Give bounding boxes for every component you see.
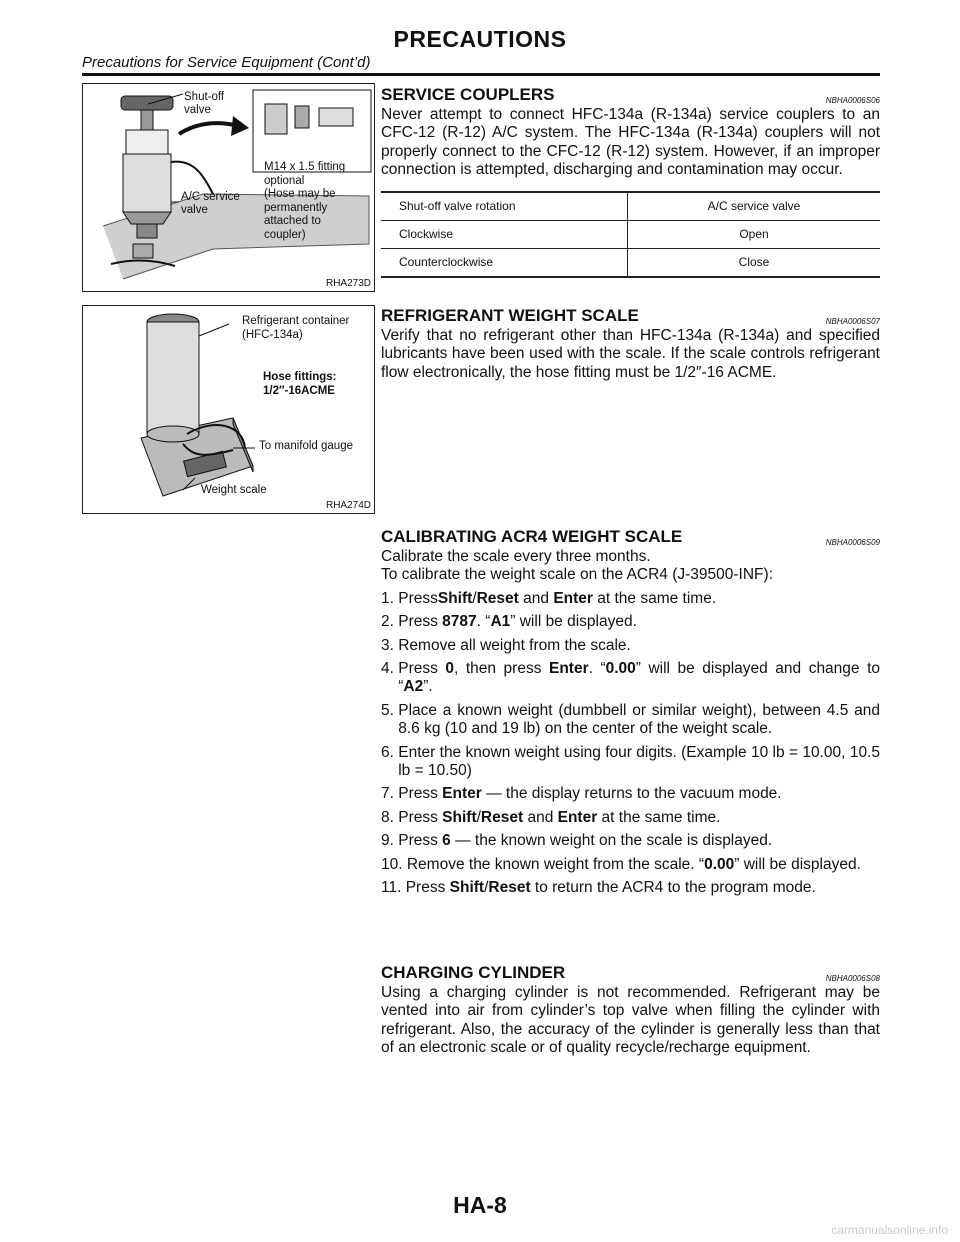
label-service-line1: A/C service bbox=[181, 191, 240, 203]
section-code: NBHA0006S09 bbox=[825, 538, 880, 547]
step-text: PressShift/Reset and Enter at the same time. bbox=[398, 589, 717, 607]
calibration-step bbox=[381, 856, 880, 874]
section-text: Verify that no refrigerant other than HFC-134a (R-134a) and specified lubricants have been used with the scale. If the scale controls refrigerant flow electronically, the hose fitting must be 1/2″-16 ACME. bbox=[381, 327, 880, 381]
intro-line: Calibrate the scale every three months. bbox=[381, 548, 651, 565]
heading-text: CALIBRATING ACR4 WEIGHT SCALE bbox=[381, 527, 683, 546]
page-title: PRECAUTIONS bbox=[393, 26, 567, 52]
section-code: NBHA0006S07 bbox=[825, 317, 880, 326]
step-number: 4. bbox=[381, 660, 399, 678]
step-text: Place a known weight (dumbbell or similar weight), between 4.5 and 8.6 kg (10 and 19 lb) on the center of the weight scale. bbox=[398, 701, 880, 738]
calibration-steps bbox=[381, 590, 880, 898]
label-fitting-line5: attached to bbox=[264, 215, 321, 227]
figure-service-coupler bbox=[82, 83, 375, 292]
calibration-step bbox=[381, 660, 880, 697]
label-fitting-line3: (Hose may be bbox=[264, 188, 336, 200]
table-cell: Counterclockwise bbox=[381, 248, 628, 277]
label-hose-line2: 1/2″-16ACME bbox=[263, 385, 335, 397]
section-weight-scale bbox=[381, 306, 880, 382]
calibration-step bbox=[381, 637, 880, 655]
label-container-line1: Refrigerant container bbox=[242, 315, 350, 327]
step-text: Press 8787. “A1” will be displayed. bbox=[398, 613, 637, 631]
section-heading bbox=[381, 85, 880, 105]
section-code: NBHA0006S06 bbox=[825, 96, 880, 105]
section-heading bbox=[381, 306, 880, 326]
step-text: Press Enter — the display returns to the vacuum mode. bbox=[398, 785, 782, 803]
label-shutoff-line1: Shut-off bbox=[184, 91, 225, 103]
heading-text: REFRIGERANT WEIGHT SCALE bbox=[381, 306, 639, 325]
label-shutoff-line2: valve bbox=[184, 104, 211, 116]
section-heading bbox=[381, 963, 880, 983]
section-service-couplers bbox=[381, 85, 880, 278]
page-number: HA-8 bbox=[453, 1192, 507, 1218]
calibration-step bbox=[381, 879, 880, 897]
table-row bbox=[381, 220, 880, 248]
table-cell: Close bbox=[628, 248, 881, 277]
step-number: 6. bbox=[381, 743, 399, 761]
step-number: 11. bbox=[381, 879, 406, 897]
calibration-step bbox=[381, 809, 880, 827]
step-text: Press 6 — the known weight on the scale is displayed. bbox=[398, 832, 773, 850]
label-fitting-line6: coupler) bbox=[264, 228, 306, 241]
step-number: 3. bbox=[381, 636, 399, 654]
step-number: 10. bbox=[381, 855, 407, 873]
step-number: 8. bbox=[381, 808, 399, 826]
intro-line: To calibrate the weight scale on the ACR4 (J-39500-INF): bbox=[381, 566, 773, 584]
heading-text: SERVICE COUPLERS bbox=[381, 85, 555, 104]
label-fitting-line4: permanently bbox=[264, 201, 328, 214]
step-number: 9. bbox=[381, 832, 399, 850]
table-row bbox=[381, 248, 880, 277]
figure-code: RHA274D bbox=[325, 500, 371, 511]
calibration-step bbox=[381, 744, 880, 781]
figure-weight-scale bbox=[82, 305, 375, 514]
section-text: Never attempt to connect HFC-134a (R-134a) service couplers to an CFC-12 (R-12) A/C system. The HFC-134a (R-134a) couplers will not properly connect to the CFC-12 (R-12) system. However, if an improper connection is attempted, discharging and contamination may occur. bbox=[381, 106, 880, 179]
table-header-cell: A/C service valve bbox=[628, 192, 881, 221]
figure-code: RHA273D bbox=[325, 278, 371, 289]
label-fitting-line2: optional bbox=[264, 174, 305, 187]
section-charging-cylinder bbox=[381, 963, 880, 1058]
step-text: Remove the known weight from the scale. “0.00” will be displayed. bbox=[406, 855, 861, 873]
calibration-step bbox=[381, 785, 880, 803]
step-text: Press Shift/Reset to return the ACR4 to the program mode. bbox=[405, 879, 816, 897]
step-number: 7. bbox=[381, 785, 399, 803]
page-subtitle: Precautions for Service Equipment (Cont’d) bbox=[82, 54, 371, 71]
label-service-line2: valve bbox=[181, 204, 208, 216]
section-text: Using a charging cylinder is not recommended. Refrigerant may be vented into air from cylinder’s top valve when filling the cylinder with refrigerant. Also, the accuracy of the cylinder is generally less than that of an electronic scale or of quality recycle/recharge equipment. bbox=[381, 984, 880, 1057]
section-code: NBHA0006S08 bbox=[825, 974, 880, 983]
header-rule bbox=[82, 73, 880, 76]
calibration-step bbox=[381, 613, 880, 631]
step-text: Remove all weight from the scale. bbox=[398, 636, 631, 654]
step-number: 2. bbox=[381, 613, 399, 631]
label-hose-line1: Hose fittings: bbox=[263, 371, 337, 383]
step-text: Press 0, then press Enter. “0.00” will be displayed and change to “A2”. bbox=[398, 660, 880, 696]
step-text: Enter the known weight using four digits. (Example 10 lb = 10.00, 10.5 lb = 10.50) bbox=[398, 743, 880, 780]
calibration-step bbox=[381, 590, 880, 608]
calibration-step bbox=[381, 702, 880, 739]
section-calibrating bbox=[381, 527, 880, 898]
valve-rotation-table bbox=[381, 191, 880, 278]
heading-text: CHARGING CYLINDER bbox=[381, 963, 566, 982]
calibration-step bbox=[381, 832, 880, 850]
label-manifold: To manifold gauge bbox=[259, 440, 353, 452]
label-fitting-line1: M14 x 1.5 fitting bbox=[264, 161, 346, 173]
section-heading bbox=[381, 527, 880, 547]
table-cell: Clockwise bbox=[381, 220, 628, 248]
table-cell: Open bbox=[628, 220, 881, 248]
label-scale: Weight scale bbox=[201, 484, 267, 496]
step-number: 5. bbox=[381, 701, 399, 719]
watermark: carmanualsonline.info bbox=[831, 1223, 948, 1237]
label-container-line2: (HFC-134a) bbox=[242, 329, 303, 341]
step-number: 1. bbox=[381, 589, 399, 607]
table-header-row bbox=[381, 192, 880, 221]
table-header-cell: Shut-off valve rotation bbox=[381, 192, 628, 221]
step-text: Press Shift/Reset and Enter at the same time. bbox=[398, 808, 721, 826]
